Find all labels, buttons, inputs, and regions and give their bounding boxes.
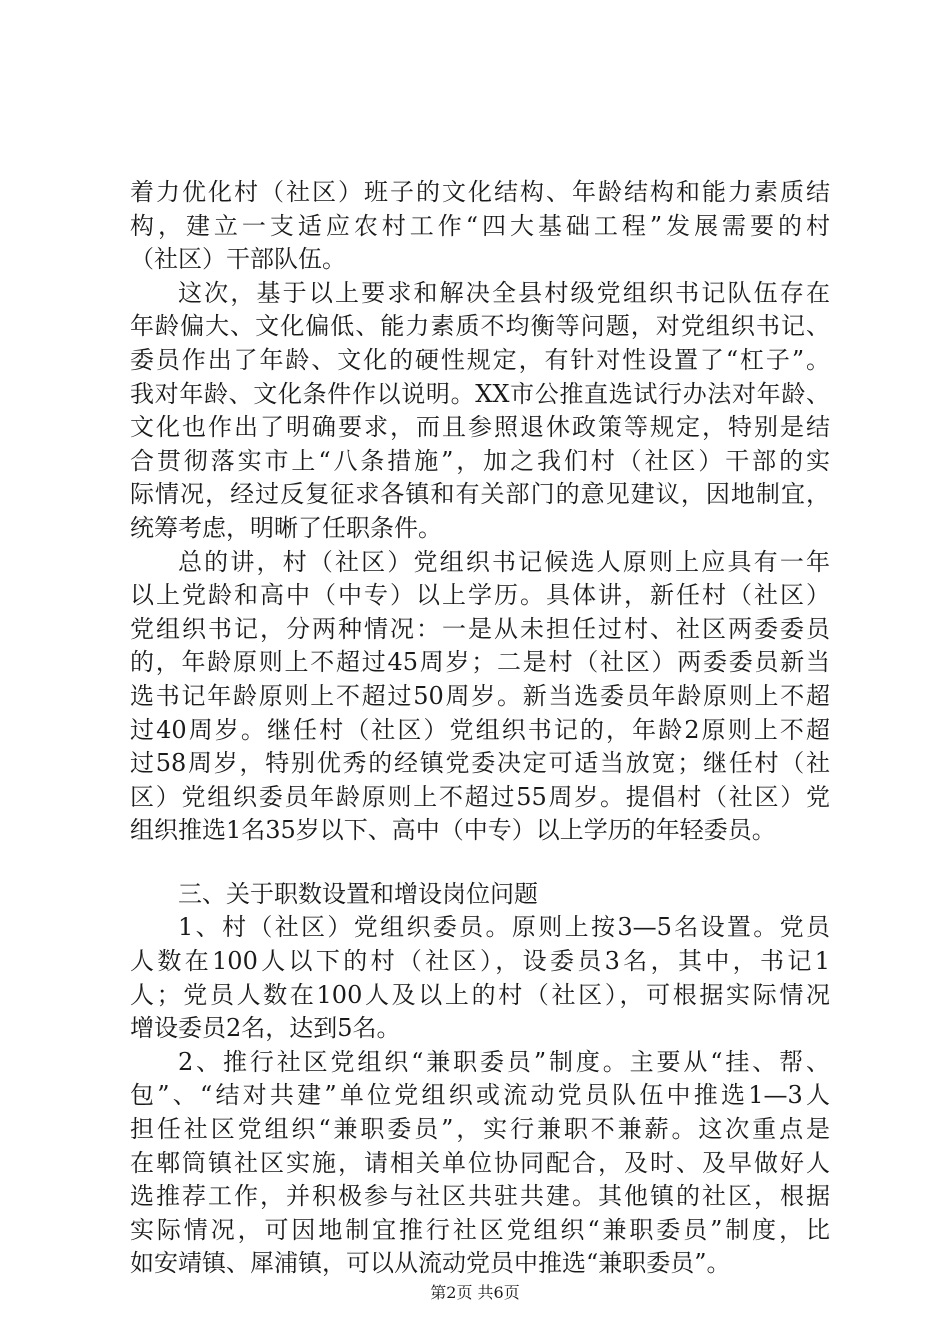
- text-line: 年龄偏大、文化偏低、能力素质不均衡等问题，对党组织书记、: [130, 312, 830, 341]
- text-line: 选书记年龄原则上不超过50周岁。新当选委员年龄原则上不超: [130, 681, 830, 710]
- text-line: 人数在100人以下的村（社区），设委员3名，其中，书记1: [130, 947, 830, 976]
- text-line: 以上党龄和高中（中专）以上学历。具体讲，新任村（社区）: [130, 581, 830, 610]
- text-line: 增设委员2名，达到5名。: [130, 1014, 401, 1043]
- text-line: 选推荐工作，并积极参与社区共驻共建。其他镇的社区，根据: [130, 1182, 830, 1211]
- text-line: 包”、“结对共建”单位党组织或流动党员队伍中推选1—3人: [130, 1081, 830, 1110]
- text-line: 如安靖镇、犀浦镇，可以从流动党员中推选“兼职委员”。: [130, 1249, 731, 1278]
- page-number-footer: 第2页 共6页: [430, 1283, 520, 1302]
- text-line: 合贯彻落实市上“八条措施”，加之我们村（社区）干部的实: [130, 446, 830, 475]
- document-body: [130, 176, 830, 1281]
- text-line: 总的讲，村（社区）党组织书记候选人原则上应具有一年: [178, 547, 830, 576]
- text-line: 这次，基于以上要求和解决全县村级党组织书记队伍存在: [178, 278, 830, 307]
- text-line: 在郫筒镇社区实施，请相关单位协同配合，及时、及早做好人: [130, 1148, 830, 1177]
- text-line: 组织推选1名35岁以下、高中（中专）以上学历的年轻委员。: [130, 816, 776, 845]
- text-line: 1、村（社区）党组织委员。原则上按3—5名设置。党员: [178, 913, 830, 942]
- text-line: 我对年龄、文化条件作以说明。XX市公推直选试行办法对年龄、: [130, 379, 830, 408]
- text-line: 构，建立一支适应农村工作“四大基础工程”发展需要的村: [130, 211, 830, 240]
- text-line: 的，年龄原则上不超过45周岁；二是村（社区）两委委员新当: [130, 648, 830, 677]
- text-line: 担任社区党组织“兼职委员”，实行兼职不兼薪。这次重点是: [130, 1115, 830, 1144]
- text-line: 实际情况，可因地制宜推行社区党组织“兼职委员”制度，比: [130, 1215, 830, 1244]
- text-line: （社区）干部队伍。: [130, 245, 346, 274]
- text-line: 际情况，经过反复征求各镇和有关部门的意见建议，因地制宜，: [130, 480, 830, 509]
- section-heading: 三、关于职数设置和增设岗位问题: [178, 879, 538, 908]
- section-gap: [130, 848, 830, 878]
- text-line: 区）党组织委员年龄原则上不超过55周岁。提倡村（社区）党: [130, 782, 830, 811]
- text-line: 委员作出了年龄、文化的硬性规定，有针对性设置了“杠子”。: [130, 345, 830, 374]
- text-line: 统筹考虑，明晰了任职条件。: [130, 513, 442, 542]
- text-line: 党组织书记，分两种情况：一是从未担任过村、社区两委委员: [130, 614, 830, 643]
- text-line: 过58周岁，特别优秀的经镇党委决定可适当放宽；继任村（社: [130, 749, 830, 778]
- text-line: 2、推行社区党组织“兼职委员”制度。主要从“挂、帮、: [178, 1047, 830, 1076]
- text-line: 人；党员人数在100人及以上的村（社区），可根据实际情况: [130, 980, 830, 1009]
- text-line: 过40周岁。继任村（社区）党组织书记的，年龄2原则上不超: [130, 715, 830, 744]
- text-line: 文化也作出了明确要求，而且参照退休政策等规定，特别是结: [130, 413, 830, 442]
- text-line: 着力优化村（社区）班子的文化结构、年龄结构和能力素质结: [130, 178, 830, 206]
